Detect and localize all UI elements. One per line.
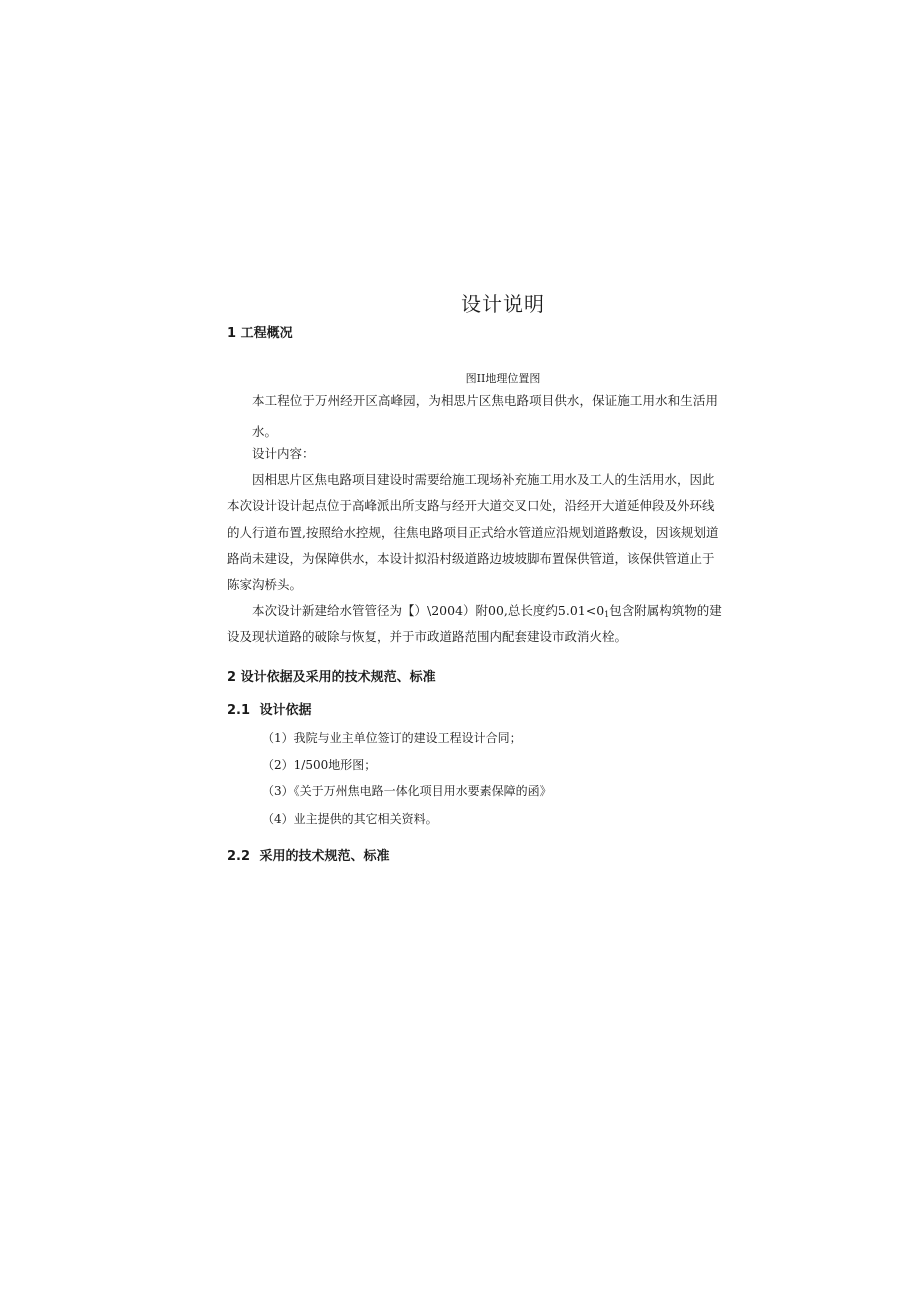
- text-line: 设及现状道路的破除与恢复，并于市政道路范围内配套建设市政消火栓。: [227, 629, 628, 644]
- text-line: 因相思片区焦电路项目建设时需要给施工现场补充施工用水及工人的生活用水，因此: [252, 472, 715, 487]
- text-line: 本次设计设计起点位于高峰派出所支路与经开大道交叉口处，沿经开大道延伸段及外环线: [227, 498, 715, 513]
- section-1-heading: 1 工程概况: [227, 326, 293, 341]
- subsection-2-2-heading: 2.2 采用的技术规范、标准: [227, 849, 390, 864]
- text-line: 的人行道布置,按照给水控规，往焦电路项目正式给水管道应沿规划道路敷设，因该规划道: [227, 525, 719, 540]
- section-2-heading: 2 设计依据及采用的技术规范、标准: [227, 670, 436, 685]
- text-line: 陈家沟桥头。: [227, 577, 303, 592]
- list-item: （1）我院与业主单位签订的建设工程设计合同；: [262, 731, 522, 745]
- text-line: 路尚未建设，为保障供水，本设计拟沿村级道路边坡坡脚布置保供管道，该保供管道止于: [227, 551, 715, 566]
- document-title: 设计说明: [461, 292, 545, 316]
- text-line: 本次设计新建给水管管径为【）\2004）附00,总长度约$5.01<0_1$包含附属构筑物的建: [252, 603, 722, 619]
- list-item: （4）业主提供的其它相关资料。: [262, 812, 438, 826]
- subsection-2-1-heading: 2.1 设计依据: [227, 703, 312, 718]
- paragraph-location: 本工程位于万州经开区高峰园，为相思片区焦电路项目供水，保证施工用水和生活用水。: [252, 393, 718, 439]
- list-item: （3）《关于万州焦电路一体化项目用水要素保障的函》: [262, 784, 552, 798]
- figure-caption: 图II地理位置图: [465, 372, 541, 385]
- paragraph-design-content-label: 设计内容：: [252, 446, 315, 461]
- list-item: （2）1/500地形图；: [262, 758, 377, 772]
